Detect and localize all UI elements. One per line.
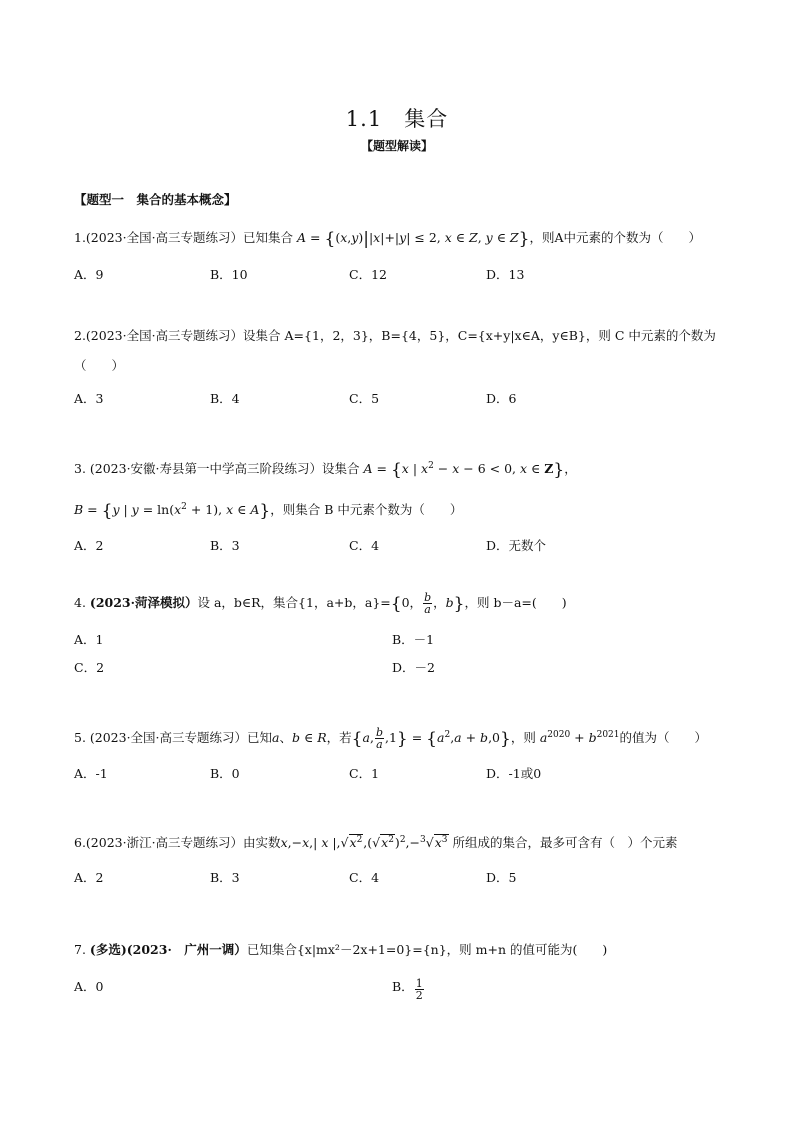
option-a: A．2 [74,538,104,553]
question-4-options-row1 [74,630,734,650]
option-d: D．-1或0 [486,766,542,781]
question-3-line2 [74,497,462,521]
question-1-options [74,265,734,285]
option-b-label: B． [392,979,414,994]
page-subtitle: 【题型解读】 [360,139,433,153]
option-d: D．13 [486,267,525,282]
option-a: A．3 [74,391,104,406]
question-4-text: 设 a，b∈R，集合{1，a+b，a}= [197,595,391,610]
question-4-suffix: ，则 b－a=( ) [464,595,567,610]
question-2-options [74,389,734,409]
option-b: B．10 [210,267,248,282]
question-3-suffix: ， [564,461,577,477]
option-a: A．0 [74,979,104,994]
option-c: C．1 [349,766,380,781]
page-title: 1.1 集合 [345,107,449,131]
question-4 [74,592,567,615]
option-c: C．2 [74,660,105,675]
question-5-options [74,764,734,784]
question-5-suffix: 的值为（ ） [619,730,708,746]
option-d: D．6 [486,391,517,406]
option-d: D．－2 [392,660,435,675]
question-3-formula-a: A = {x | $x^2 - x - 6 < 0$, x ∈ Z} [363,460,565,481]
option-a: A．9 [74,267,104,282]
question-5-formula: a、b ∈ R，若{a, $\frac{b}{a}$ $,1\} = \{a^2,a + b,0\}$，则 $a^{2020} + b^{2021}$ [272,726,620,752]
option-b: B．3 [210,870,240,885]
question-4-source: (2023·菏泽模拟） [89,595,198,610]
question-7-options [74,977,734,1007]
question-5 [74,725,707,750]
question-3-prefix: 3. (2023·安徽·寿县第一中学高三阶段练习）设集合 [74,461,364,477]
option-b [392,977,425,1001]
option-c: C．5 [349,391,380,406]
option-a: A．-1 [74,766,108,781]
question-7-tag: (多选) [89,942,127,957]
option-d: D．5 [486,870,517,885]
question-7 [74,940,607,960]
option-b: B．－1 [392,632,435,647]
question-3-options [74,536,734,556]
option-b: B．4 [210,391,240,406]
option-c: C．4 [349,538,380,553]
option-c: C．4 [349,870,380,885]
question-6-suffix: 所组成的集合，最多可含有（ ）个元素 [448,835,678,851]
option-b: B．0 [210,766,240,781]
option-a: A．1 [74,632,104,647]
question-3-line2-suffix: ，则集合 B 中元素个数为（ ） [270,502,463,518]
question-2-line2: （ ） [74,358,125,373]
question-7-text: 已知集合{x|mx²－2x+1=0}={n}，则 m+n 的值可能为( ) [246,942,608,957]
question-4-options-row2 [74,658,734,678]
section-heading: 【题型一 集合的基本概念】 [74,192,237,207]
question-1 [74,228,701,249]
question-3-line1 [74,456,577,480]
option-c: C．12 [349,267,387,282]
question-7-prefix: 7. [74,942,90,957]
question-1-prefix: 1.(2023·全国·高三专题练习）已知集合 [74,230,298,245]
question-4-prefix: 4. [74,595,90,610]
question-6-options [74,868,734,888]
option-d: D．无数个 [486,538,547,553]
option-b: B．3 [210,538,240,553]
question-5-prefix: 5. (2023·全国·高三专题练习）已知 [74,730,273,746]
question-6-formula: x,−x,| x $|,√x^2,(√x^2)^2,-^3√x^3$ [280,835,448,851]
question-4-set: {0， $\frac{b}{a}$ ，b} [390,591,465,616]
question-1-formula: A = {(x,y)||x|+|y| ≤ 2, x ∈ Z, y ∈ Z} [297,229,530,249]
question-3-formula-b: B = {y | $y = \ln(x^2 + 1)$, x ∈ A} [74,501,271,522]
option-b-fraction: $\frac{1}{2}$ [415,977,423,1002]
question-2-line1: 2.(2023·全国·高三专题练习）设集合 A={1，2，3}，B={4，5}，C={x+y|x∈A，y∈B}，则 C 中元素的个数为 [74,328,716,343]
question-7-source: (2023· 广州一调） [126,942,247,957]
option-a: A．2 [74,870,104,885]
question-1-suffix: ，则A中元素的个数为（ ） [529,230,701,245]
question-6-prefix: 6.(2023·浙江·高三专题练习）由实数 [74,835,281,851]
question-6 [74,830,677,853]
